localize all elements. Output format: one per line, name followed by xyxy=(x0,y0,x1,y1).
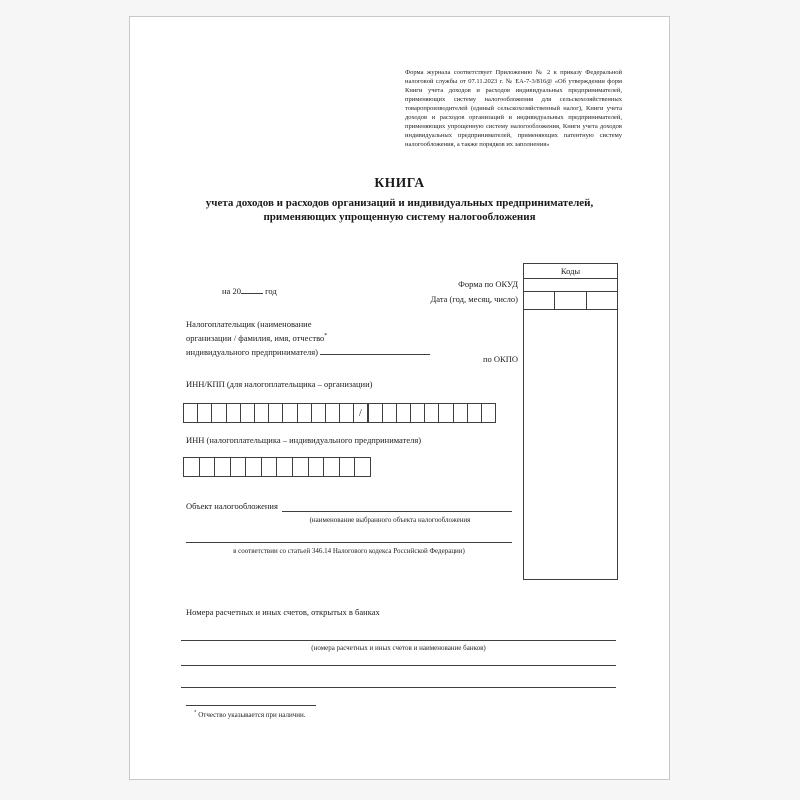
bank-accounts-label: Номера расчетных и иных счетов, открытых в банках xyxy=(186,607,380,617)
year-suffix: год xyxy=(265,286,277,296)
document-title: КНИГА xyxy=(374,175,425,190)
bank-accounts-blank-line1 xyxy=(181,640,616,641)
input-cell xyxy=(226,403,241,423)
input-cell xyxy=(368,403,383,423)
inn-kpp-left-cells xyxy=(183,403,354,423)
year-field xyxy=(222,285,277,297)
footnote-divider xyxy=(186,705,316,706)
date-code-cells xyxy=(524,292,617,310)
taxpayer-label xyxy=(186,317,430,359)
input-cell xyxy=(183,457,200,477)
input-cell xyxy=(282,403,297,423)
input-cell xyxy=(183,403,198,423)
inn-kpp-separator-cell: / xyxy=(353,403,367,423)
input-cell xyxy=(199,457,216,477)
footnote: * Отчество указывается при наличии. xyxy=(194,710,306,719)
inn-kpp-label: ИНН/КПП (для налогоплательщика – организации) xyxy=(186,379,373,389)
input-cell xyxy=(245,457,262,477)
input-cell xyxy=(308,457,325,477)
input-cell xyxy=(339,403,354,423)
date-label: Дата (год, месяц, число) xyxy=(430,294,518,304)
input-cell xyxy=(382,403,397,423)
taxpayer-blank-line xyxy=(320,346,430,355)
okud-code-cell xyxy=(524,279,617,292)
document-page xyxy=(129,16,670,780)
codes-box-header: Коды xyxy=(524,264,617,279)
input-cell xyxy=(240,403,255,423)
bank-accounts-blank-line2 xyxy=(181,665,616,666)
input-cell xyxy=(339,457,356,477)
inn-kpp-cells xyxy=(183,403,496,423)
tax-object-caption-line1: (наименование выбранного объекта налогообложения xyxy=(309,516,471,524)
okpo-label: по ОКПО xyxy=(482,354,518,364)
year-prefix: на 20 xyxy=(222,286,241,296)
bank-accounts-caption: (номера расчетных и иных счетов и наименование банков) xyxy=(311,644,486,652)
input-cell xyxy=(297,403,312,423)
tax-object-caption-line2: в соответствии со статьей 346.14 Налогового кодекса Российской Федерации) xyxy=(233,547,465,555)
inn-label: ИНН (налогоплательщика – индивидуального предпринимателя) xyxy=(186,435,422,445)
taxpayer-label-line2: организации / фамилия, имя, отчество* xyxy=(186,333,328,343)
input-cell xyxy=(354,457,371,477)
input-cell xyxy=(254,403,269,423)
tax-object-label: Объект налогообложения xyxy=(186,501,278,511)
taxpayer-label-line1: Налогоплательщик (наименование xyxy=(186,319,312,329)
input-cell xyxy=(292,457,309,477)
input-cell xyxy=(214,457,231,477)
document-subtitle-line2: применяющих упрощенную систему налогообложения xyxy=(263,211,536,223)
input-cell xyxy=(311,403,326,423)
input-cell xyxy=(524,292,555,309)
input-cell xyxy=(276,457,293,477)
input-cell xyxy=(325,403,340,423)
input-cell xyxy=(230,457,247,477)
document-subtitle-line1: учета доходов и расходов организаций и индивидуальных предпринимателей, xyxy=(205,197,594,209)
footnote-mark: * xyxy=(194,710,197,716)
tax-object-blank-line2 xyxy=(186,542,512,543)
taxpayer-label-line3: индивидуального предпринимателя) xyxy=(186,345,430,359)
inn-kpp-right-cells xyxy=(368,403,496,423)
input-cell xyxy=(467,403,482,423)
input-cell xyxy=(396,403,411,423)
input-cell xyxy=(268,403,283,423)
input-cell xyxy=(323,457,340,477)
input-cell xyxy=(453,403,468,423)
input-cell xyxy=(481,403,496,423)
input-cell xyxy=(555,292,586,309)
input-cell xyxy=(587,292,617,309)
input-cell xyxy=(438,403,453,423)
bank-accounts-blank-line3 xyxy=(181,687,616,688)
input-cell xyxy=(424,403,439,423)
okud-label: Форма по ОКУД xyxy=(458,279,518,289)
year-blank-line xyxy=(241,285,263,294)
legal-note: Форма журнала соответствует Приложению № 2 к приказу Федеральной налоговой службы от 07.11.2023 г. № ЕА-7-3/816@ «Об утверждении форм Книги учета доходов и расходов индивидуальных предпринимателей, применяющих систему налогообложения для сельскохозяйственных товаропроизводителей (единый сельскохозяйственный налог), Книги учета доходов и расходов организаций и индивидуальных предпринимателей, применяющих упрощенную систему налогообложения, Книги учета доходов индивидуальных предпринимателей, применяющих патентную систему налогообложения, а также порядков их заполнения» xyxy=(405,69,622,148)
footnote-mark-ref: * xyxy=(324,333,328,340)
input-cell xyxy=(197,403,212,423)
input-cell xyxy=(410,403,425,423)
tax-object-blank-line xyxy=(282,502,512,512)
tax-object-field xyxy=(186,501,512,512)
input-cell xyxy=(261,457,278,477)
input-cell xyxy=(211,403,226,423)
inn-cells xyxy=(183,457,371,477)
codes-box xyxy=(523,263,618,580)
